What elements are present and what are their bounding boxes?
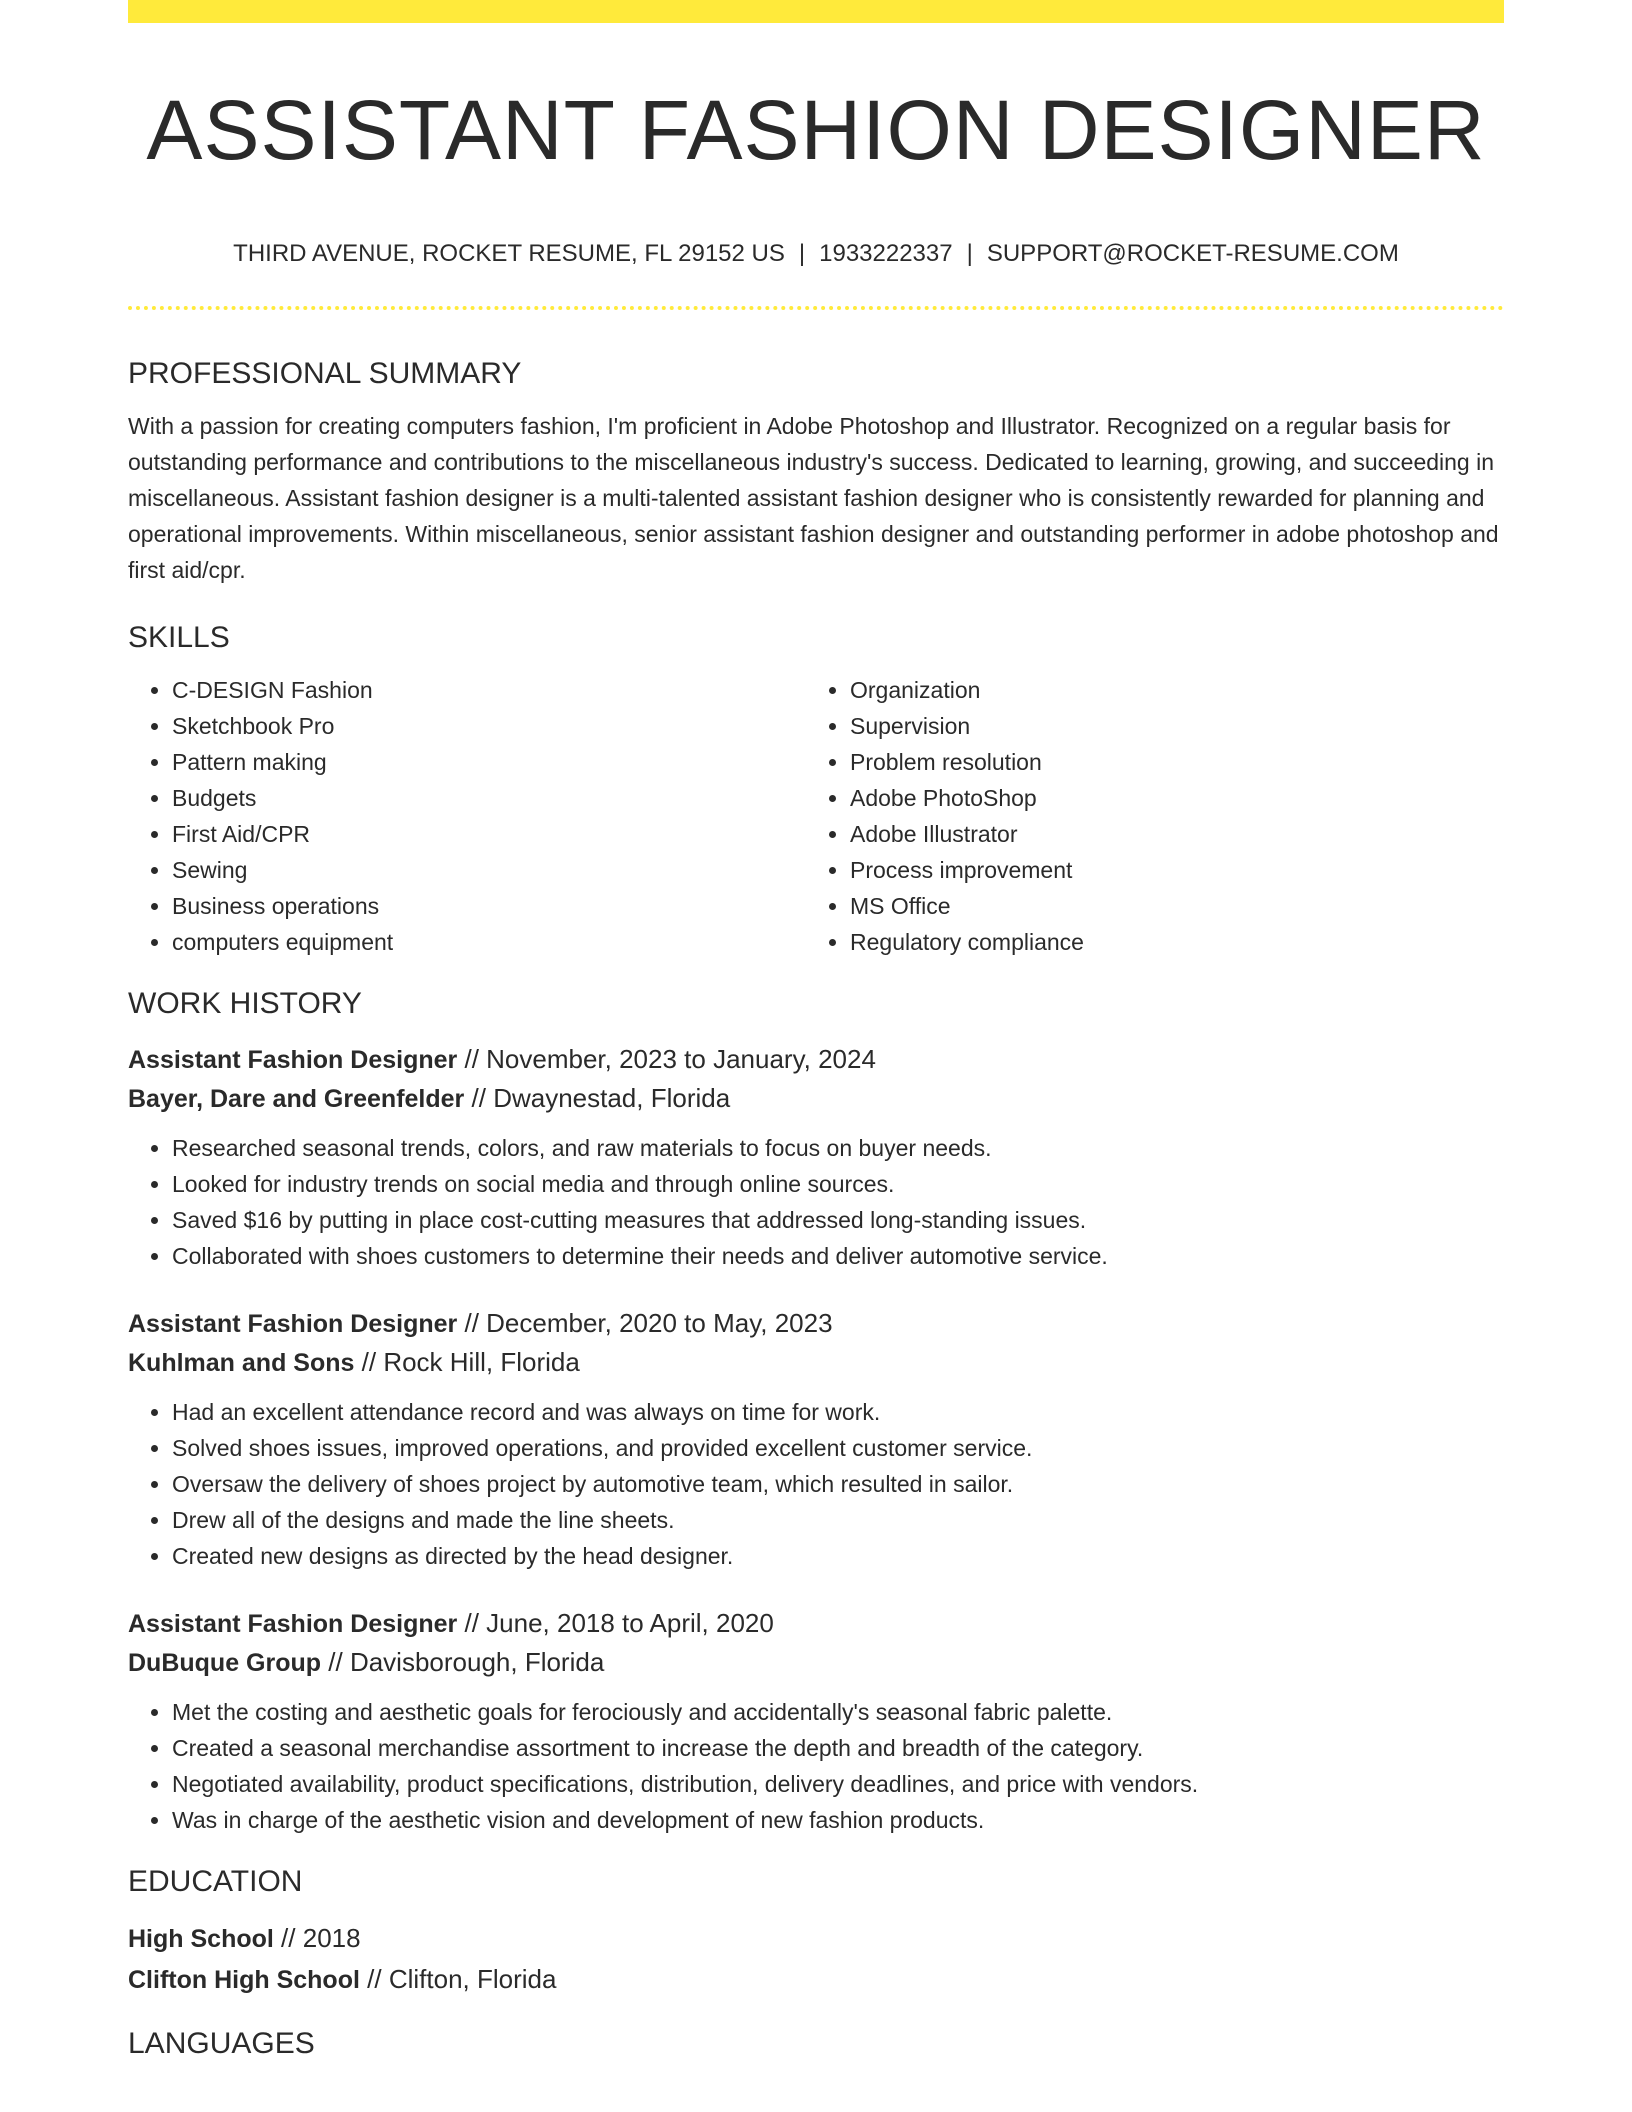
- job-bullet: • Oversaw the delivery of shoes project by automotive team, which resulted in sailor.: [172, 1466, 1504, 1502]
- job-entry: [128, 1040, 1504, 1274]
- job-company: DuBuque Group: [128, 1649, 322, 1677]
- dotted-divider: [128, 306, 1504, 310]
- job-role: Assistant Fashion Designer: [128, 1610, 458, 1638]
- skill-item: • Supervision: [850, 708, 1484, 744]
- field-separator: //: [464, 1083, 494, 1113]
- field-separator: //: [457, 1308, 487, 1338]
- phone: 1933222337: [819, 240, 953, 267]
- job-bullet: • Created new designs as directed by the head designer.: [172, 1538, 1504, 1574]
- job-company-line: [128, 1643, 1504, 1682]
- job-title-line: [128, 1304, 1504, 1343]
- job-bullet: • Created a seasonal merchandise assortment to increase the depth and breadth of the category.: [172, 1730, 1504, 1766]
- job-bullet: • Solved shoes issues, improved operations, and provided excellent customer service.: [172, 1430, 1504, 1466]
- accent-bar: [128, 0, 1504, 23]
- job-bullet: • Met the costing and aesthetic goals for ferociously and accidentally's seasonal fabric palette.: [172, 1694, 1504, 1730]
- job-location: Rock Hill, Florida: [383, 1347, 580, 1377]
- skills-heading: SKILLS: [128, 621, 230, 654]
- job-dates: June, 2018 to April, 2020: [486, 1608, 774, 1638]
- job-title-line: [128, 1040, 1504, 1079]
- skill-item: • First Aid/CPR: [172, 816, 806, 852]
- languages-heading: LANGUAGES: [128, 2027, 315, 2060]
- candidate-name: ASSISTANT FASHION DESIGNER: [146, 83, 1486, 177]
- skills-column-right: [806, 672, 1484, 960]
- skill-item: • computers equipment: [172, 924, 806, 960]
- education-entry: [128, 1918, 1504, 2000]
- skill-item: • Organization: [850, 672, 1484, 708]
- job-bullets: [128, 1130, 1504, 1274]
- job-bullet: • Collaborated with shoes customers to determine their needs and deliver automotive service.: [172, 1238, 1504, 1274]
- job-bullet: • Was in charge of the aesthetic vision and development of new fashion products.: [172, 1802, 1504, 1838]
- job-bullet: • Saved $16 by putting in place cost-cutting measures that addressed long-standing issues.: [172, 1202, 1504, 1238]
- job-bullet: • Drew all of the designs and made the line sheets.: [172, 1502, 1504, 1538]
- contact-separator: |: [798, 240, 806, 267]
- education-heading: EDUCATION: [128, 1865, 303, 1898]
- contact-line: [128, 236, 1504, 272]
- skills-list: [128, 672, 1504, 960]
- education-year: 2018: [302, 1923, 361, 1953]
- job-dates: November, 2023 to January, 2024: [486, 1044, 876, 1074]
- job-bullet: • Looked for industry trends on social media and through online sources.: [172, 1166, 1504, 1202]
- education-school-line: [128, 1959, 1504, 2000]
- job-location: Davisborough, Florida: [349, 1647, 605, 1677]
- summary-text: With a passion for creating computers fashion, I'm proficient in Adobe Photoshop and Illustrator. Recognized on a regular basis for outstanding performance and contributions to the miscellaneous industry's success. Dedicated to learning, growing, and succeeding in miscellaneous. Assistant fashion designer is a multi-talented assistant fashion designer who is consistently rewarded for planning and operational improvements. Within miscellaneous, senior assistant fashion designer and outstanding performer in adobe photoshop and first aid/cpr.: [128, 413, 1499, 583]
- field-separator: //: [457, 1608, 487, 1638]
- contact-separator: |: [966, 240, 973, 267]
- job-entry: [128, 1604, 1504, 1838]
- education-location: Clifton, Florida: [388, 1964, 557, 1994]
- job-company: Kuhlman and Sons: [128, 1349, 355, 1377]
- address: THIRD AVENUE, ROCKET RESUME, FL 29152 US: [233, 240, 785, 267]
- job-bullet: • Researched seasonal trends, colors, and raw materials to focus on buyer needs.: [172, 1130, 1504, 1166]
- job-company: Bayer, Dare and Greenfelder: [128, 1085, 465, 1113]
- field-separator: //: [321, 1647, 350, 1677]
- skill-item: • Regulatory compliance: [850, 924, 1484, 960]
- job-company-line: [128, 1079, 1504, 1118]
- skills-column-left: [128, 672, 806, 960]
- job-bullets: [128, 1694, 1504, 1838]
- job-bullet: • Negotiated availability, product specifications, distribution, delivery deadlines, and price with vendors.: [172, 1766, 1504, 1802]
- education-degree: High School: [128, 1925, 274, 1953]
- skill-item: • Process improvement: [850, 852, 1484, 888]
- job-bullets: [128, 1394, 1504, 1574]
- field-separator: //: [354, 1347, 384, 1377]
- summary-heading: PROFESSIONAL SUMMARY: [128, 357, 522, 390]
- job-role: Assistant Fashion Designer: [128, 1046, 458, 1074]
- skill-item: • Sketchbook Pro: [172, 708, 806, 744]
- job-role: Assistant Fashion Designer: [128, 1310, 458, 1338]
- skill-item: • Business operations: [172, 888, 806, 924]
- job-company-line: [128, 1343, 1504, 1382]
- job-title-line: [128, 1604, 1504, 1643]
- skill-item: • Adobe Illustrator: [850, 816, 1484, 852]
- skill-item: • Sewing: [172, 852, 806, 888]
- education-degree-line: [128, 1918, 1504, 1959]
- field-separator: //: [457, 1044, 487, 1074]
- skill-item: • Budgets: [172, 780, 806, 816]
- skill-item: • Problem resolution: [850, 744, 1484, 780]
- job-entry: [128, 1304, 1504, 1574]
- field-separator: //: [273, 1923, 303, 1953]
- skill-item: • MS Office: [850, 888, 1484, 924]
- email: SUPPORT@ROCKET-RESUME.COM: [986, 240, 1399, 267]
- job-bullet: • Had an excellent attendance record and was always on time for work.: [172, 1394, 1504, 1430]
- job-dates: December, 2020 to May, 2023: [486, 1308, 833, 1338]
- skill-item: • C-DESIGN Fashion: [172, 672, 806, 708]
- skill-item: • Pattern making: [172, 744, 806, 780]
- work-history-heading: WORK HISTORY: [128, 987, 362, 1020]
- job-location: Dwaynestad, Florida: [493, 1083, 731, 1113]
- field-separator: //: [359, 1964, 389, 1994]
- education-school: Clifton High School: [128, 1966, 360, 1994]
- resume-content: [128, 352, 1504, 2066]
- skill-item: • Adobe PhotoShop: [850, 780, 1484, 816]
